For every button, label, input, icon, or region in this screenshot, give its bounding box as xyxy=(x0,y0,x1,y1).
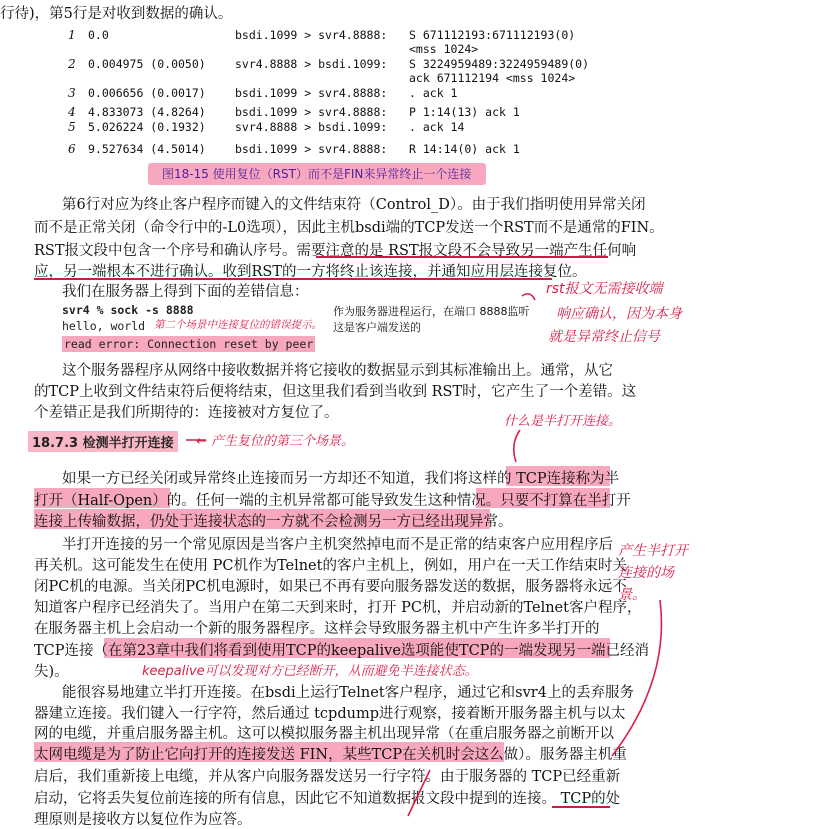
code-command: svr4 % sock -s 8888 xyxy=(62,303,194,317)
code-comment: 作为服务器进程运行，在端口 8888监听 xyxy=(333,305,530,318)
para6-line: 启动，它将丢失复位前连接的所有信息，因此它不知道数据报文段中提到的连接。 TCP的处 xyxy=(34,791,621,807)
para1-line: 第6行对应为终止客户程序而键入的文件结束符（Control_D）。由于我们指明使用异常关闭 xyxy=(62,197,646,213)
para5-line: 半打开连接的另一个常见原因是当客户主机突然掉电而不是正常的结束客户应用程序后 xyxy=(62,537,613,553)
code-command: hello, world xyxy=(62,319,146,333)
para5-line: 再关机。这可能发生在使用 PC机作为Telnet的客户主机上，例如，用户在一天工作结束时关 xyxy=(34,558,627,574)
row-flow: bsdi.1099 > svr4.8888: xyxy=(235,142,388,156)
note-rst-line: 响应确认，因为本身 xyxy=(556,306,682,322)
row-time: 4.833073 (4.8264) xyxy=(88,105,206,119)
note-keepalive: keepalive可以发现对方已经断开，从而避免半连接状态。 xyxy=(142,664,478,679)
para6-line: 启后，我们重新接上电缆，并从客户向服务器发送另一行字符。由于服务器的 TCP已经重新 xyxy=(34,769,621,785)
note-half-open-scene: 连接的场 xyxy=(618,565,674,581)
section-title: 18.7.3 检测半打开连接 xyxy=(28,431,178,452)
row-time: 5.026224 (0.1932) xyxy=(88,120,206,134)
para6-line: 能很容易地建立半打开连接。在bsdi上运行Telnet客户程序，通过它和svr4上的丢弃服务 xyxy=(62,685,634,701)
para3-line: 这个服务器程序从网络中接收数据并将它接收的数据显示到其标准输出上。通常，从它 xyxy=(62,363,613,379)
row-detail: R 14:14(0) ack 1 xyxy=(409,142,520,156)
para6-line: 器建立连接。我们键入一行字符，然后通过 tcpdump进行观察，接着断开服务器主机与以太 xyxy=(34,706,626,722)
row-flow: bsdi.1099 > svr4.8888: xyxy=(235,28,388,42)
note-second-scene: 第二个场景中连接复位的错误提示。 xyxy=(154,319,322,331)
row-detail: . ack 14 xyxy=(409,120,465,134)
note-rst-line: rst报文无需接收端 xyxy=(546,281,663,297)
para1-line: RST报文段中包含一个序号和确认序号。需要注意的是 RST报文段不会导致另一端产生任何响 xyxy=(34,243,637,259)
row-time: 0.004975 (0.0050) xyxy=(88,57,206,71)
row-detail: . ack 1 xyxy=(409,86,458,100)
para4-line: 打开（Half-Open）的。任何一端的主机异常都可能导致发生这种情况。只要不打算在半打开 xyxy=(34,493,631,509)
para6-line: 理原则是接收方以复位作为应答。 xyxy=(34,812,252,828)
row-flow: svr4.8888 > bsdi.1099: xyxy=(235,120,388,134)
para3-line: 个差错正是我们所期待的：连接被对方复位了。 xyxy=(34,405,339,421)
row-number: 2 xyxy=(68,57,76,71)
note-half-open-scene: 景。 xyxy=(618,587,646,603)
para1-line: 应，另一端根本不进行确认。收到RST的一方将终止该连接，并通知应用层连接复位。 xyxy=(34,264,587,280)
row-detail: S 3224959489:3224959489(0) xyxy=(409,57,590,71)
top-text-line: 行待)，第5行是对收到数据的确认。 xyxy=(0,6,233,22)
arrow-stroke xyxy=(408,770,430,816)
para3-line: 的TCP上收到文件结束符后便将结束，但这里我们看到当收到 RST时，它产生了一个差错。这 xyxy=(34,384,637,400)
note-what-is-half-open: 什么是半打开连接。 xyxy=(504,414,622,429)
row-detail: P 1:14(13) ack 1 xyxy=(409,105,520,119)
para5-line: 知道客户程序已经消失了。当用户在第二天到来时，打开 PC机，并启动新的Telnet客户程序， xyxy=(34,600,642,616)
row-number: 4 xyxy=(68,105,76,119)
row-time: 0.006656 (0.0017) xyxy=(88,86,206,100)
arrow-stroke xyxy=(514,430,520,462)
row-time: 9.527634 (4.5014) xyxy=(88,142,206,156)
row-flow: svr4.8888 > bsdi.1099: xyxy=(235,57,388,71)
code-error-line: read error: Connection reset by peer xyxy=(64,337,314,351)
row-detail: S 671112193:671112193(0) xyxy=(409,28,576,42)
note-rst-line: 就是异常终止信号 xyxy=(548,329,660,345)
para2-intro: 我们在服务器上得到下面的差错信息： xyxy=(62,284,309,300)
row-flow: bsdi.1099 > svr4.8888: xyxy=(235,105,388,119)
para5-line: TCP连接（在第23章中我们将看到使用TCP的keepalive选项能使TCP的一端发现另一端已经消 xyxy=(34,643,649,659)
para6-line: 网的电缆，并重启服务器主机。这可以模拟服务器主机出现异常（在重启服务器之前断开以 xyxy=(34,726,614,742)
figure-caption: 图18-15 使用复位（RST）而不是FIN来异常终止一个连接 xyxy=(162,167,472,181)
row-number: 3 xyxy=(68,86,76,100)
para5-line: 失)。 xyxy=(34,664,69,680)
note-third-scene: ← 产生复位的第三个场景。 xyxy=(196,434,355,449)
code-comment: 这是客户端发送的 xyxy=(333,321,421,334)
row-time: 0.0 xyxy=(88,28,109,42)
row-number: 5 xyxy=(68,120,76,134)
row-number: 1 xyxy=(68,28,76,42)
row-number: 6 xyxy=(68,142,76,156)
row-flow: bsdi.1099 > svr4.8888: xyxy=(235,86,388,100)
arrow-stroke xyxy=(612,600,661,756)
para1-line: 而不是正常关闭（命令行中的-L0选项），因此主机bsdi端的TCP发送一个RST而不是通常的FIN。 xyxy=(34,220,664,236)
para6-line: 太网电缆是为了防止它向打开的连接发送 FIN，某些TCP在关机时会这么做）。服务器主机重 xyxy=(34,747,627,763)
row-detail: ack 671112194 <mss 1024> xyxy=(409,71,576,85)
note-half-open-scene: 产生半打开 xyxy=(618,543,688,559)
row-detail: <mss 1024> xyxy=(409,42,479,56)
para4-line: 如果一方已经关闭或异常终止连接而另一方却还不知道，我们将这样的 TCP连接称为半 xyxy=(62,471,620,487)
para5-line: 闭PC机的电源。当关闭PC机电源时，如果已不再有要向服务器发送的数据，服务器将永远不 xyxy=(34,579,627,595)
para5-line: 在服务器主机上会启动一个新的服务器程序。这样会导致服务器主机中产生许多半打开的 xyxy=(34,621,600,637)
para4-line: 连接上传输数据，仍处于连接状态的一方就不会检测另一方已经出现异常。 xyxy=(34,514,513,530)
arrow-stroke xyxy=(522,294,535,300)
